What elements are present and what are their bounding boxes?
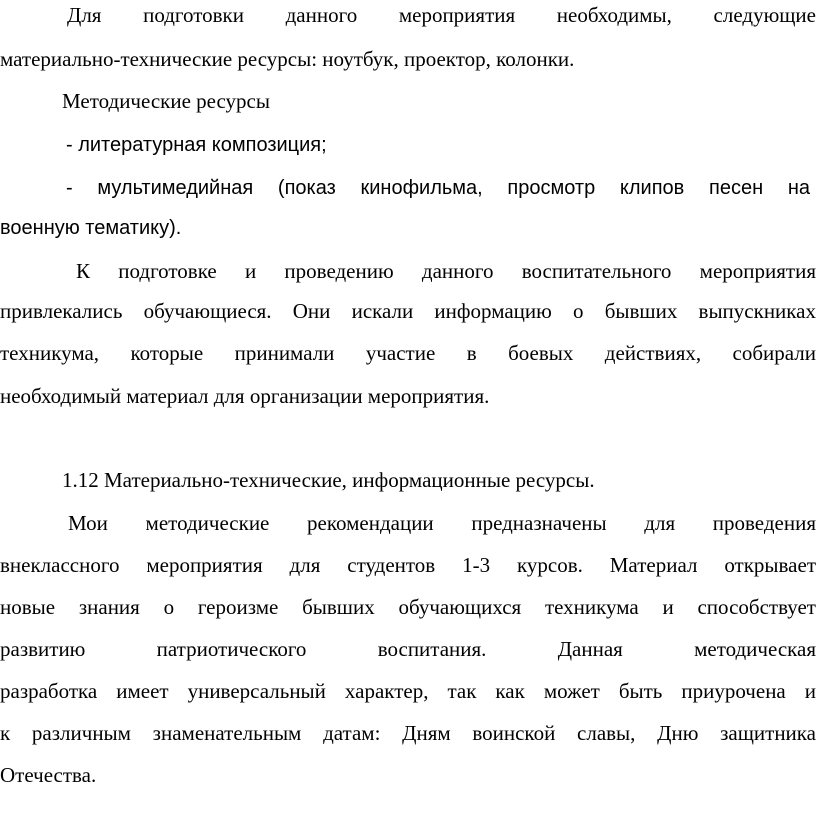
paragraph-2-line-2: привлекались обучающиеся. Они искали информацию о бывших выпускниках xyxy=(0,299,816,323)
paragraph-3-line-3: новые знания о героизме бывших обучающихся техникума и способствует xyxy=(0,595,816,619)
paragraph-2-line-4: необходимый материал для организации мероприятия. xyxy=(0,384,490,408)
paragraph-3-line-6: к различным знаменательным датам: Дням воинской славы, Дню защитника xyxy=(0,721,816,745)
paragraph-3-line-2: внеклассного мероприятия для студентов 1-3 курсов. Материал открывает xyxy=(0,553,816,577)
section-heading-1-12: 1.12 Материально-технические, информационные ресурсы. xyxy=(62,468,595,492)
list-item-multimedia-line-1: - мультимедийная (показ кинофильма, просмотр клипов песен на xyxy=(66,177,810,199)
methodical-resources-heading: Методические ресурсы xyxy=(62,89,270,113)
paragraph-3-line-7: Отечества. xyxy=(0,763,97,787)
paragraph-1-line-2: материально-технические ресурсы: ноутбук, проектор, колонки. xyxy=(0,47,575,71)
paragraph-3-line-1: Мои методические рекомендации предназначены для проведения xyxy=(68,511,816,535)
paragraph-3-line-5: разработка имеет универсальный характер, так как может быть приурочена и xyxy=(0,679,816,703)
paragraph-1-line-1: Для подготовки данного мероприятия необходимы, следующие xyxy=(67,3,816,27)
list-item-literary-composition: - литературная композиция; xyxy=(66,134,327,156)
paragraph-2-line-3: техникума, которые принимали участие в боевых действиях, собирали xyxy=(0,341,816,365)
paragraph-2-line-1: К подготовке и проведению данного воспитательного мероприятия xyxy=(76,259,816,283)
paragraph-3-line-4: развитию патриотического воспитания. Данная методическая xyxy=(0,637,816,661)
list-item-multimedia-line-2: военную тематику). xyxy=(0,217,182,239)
